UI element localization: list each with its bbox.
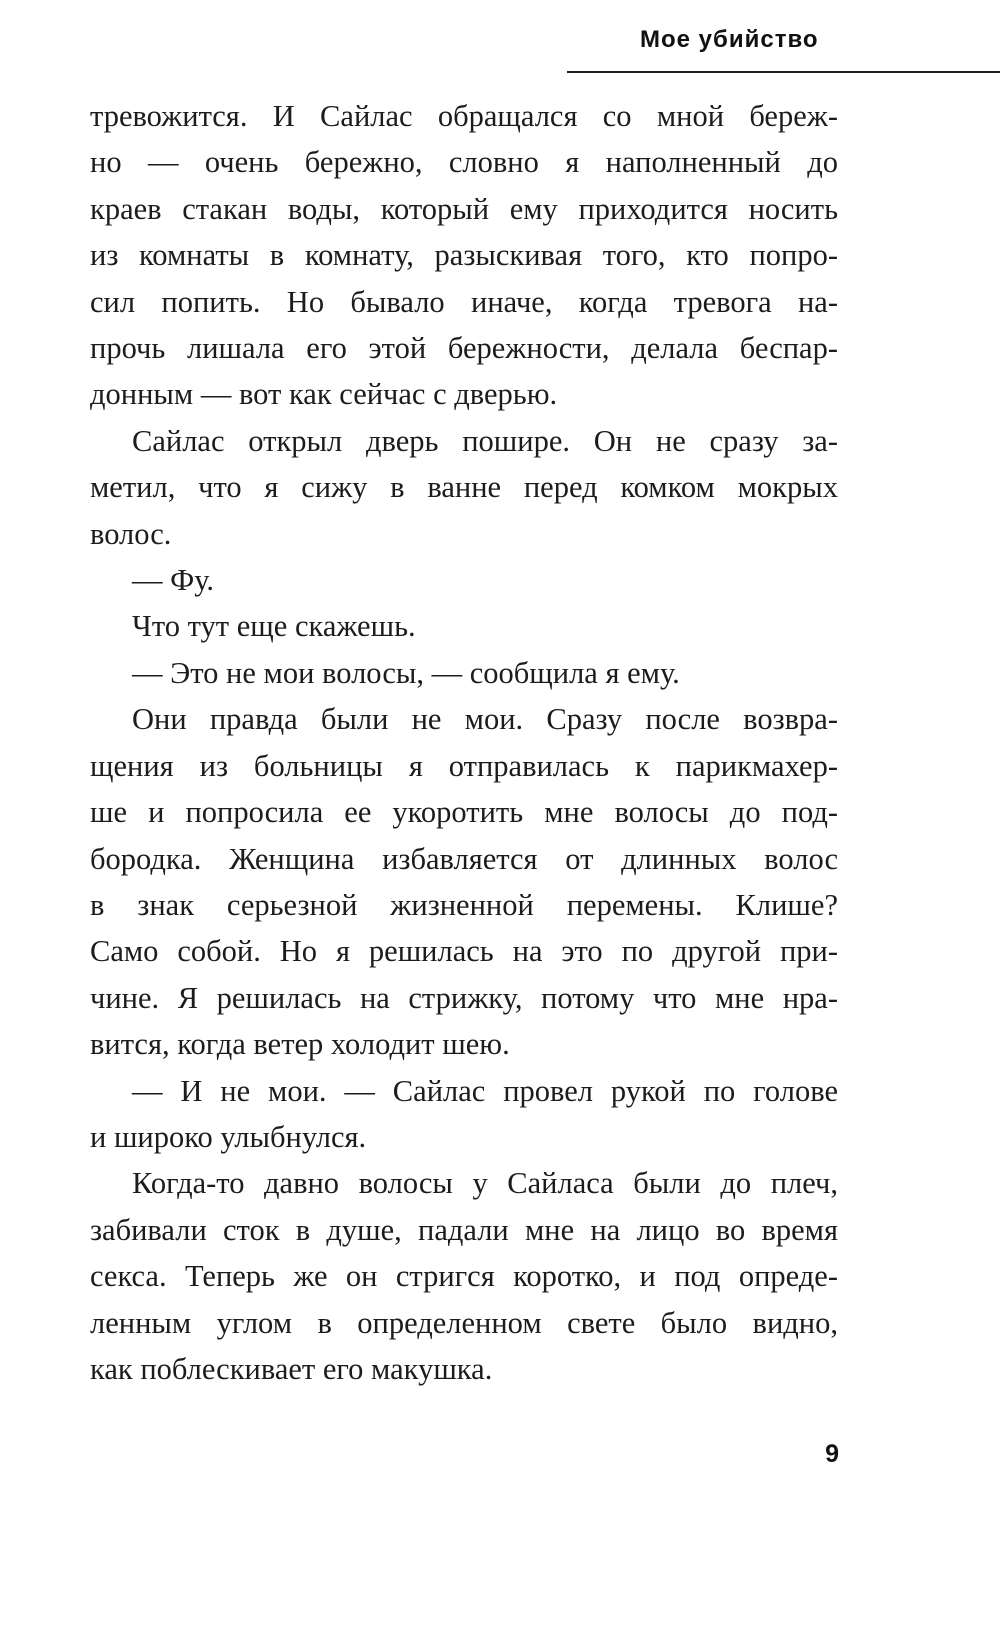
paragraph-2: [90, 418, 838, 557]
body-text: [90, 93, 838, 1392]
text-line: Что тут еще скажешь.: [132, 609, 416, 644]
text-line: тревожится. И Сайлас обращался со мной береж-: [90, 99, 838, 133]
text-line: Они правда были не мои. Сразу после возвра-: [132, 702, 838, 737]
text-line: — Фу.: [132, 563, 215, 598]
text-line: но — очень бережно, словно я наполненный до: [90, 145, 838, 180]
text-line: забивали сток в душе, падали мне на лицо во время: [90, 1212, 838, 1247]
text-line: как поблескивает его макушка.: [90, 1351, 493, 1386]
page-number: 9: [825, 1440, 839, 1468]
text-line: краев стакан воды, который ему приходится носить: [90, 191, 838, 226]
paragraph-3: [90, 557, 838, 603]
text-line: чине. Я решилась на стрижку, потому что мне нра-: [90, 980, 838, 1015]
text-line: ленным углом в определенном свете было видно,: [90, 1305, 838, 1340]
paragraph-7: [90, 1068, 838, 1161]
text-line: — И не мои. — Сайлас провел рукой по голове: [132, 1073, 838, 1108]
header-rule: [567, 71, 1000, 73]
text-line: донным — вот как сейчас с дверью.: [90, 377, 558, 412]
paragraph-8: [90, 1160, 838, 1392]
text-line: сил попить. Но бывало иначе, когда тревога на-: [90, 284, 838, 319]
text-line: прочь лишала его этой бережности, делала беспар-: [90, 331, 838, 366]
text-line: ше и попросила ее укоротить мне волосы до под-: [90, 795, 838, 830]
text-line: Когда-то давно волосы у Сайласа были до плеч,: [132, 1166, 838, 1201]
text-line: из комнаты в комнату, разыскивая того, кто попро-: [90, 238, 838, 273]
text-line: Сайлас открыл дверь пошире. Он не сразу за-: [132, 423, 838, 458]
text-line: секса. Теперь же он стригся коротко, и под опреде-: [90, 1259, 838, 1294]
text-line: вится, когда ветер холодит шею.: [90, 1027, 510, 1062]
text-line: — Это не мои волосы, — сообщила я ему.: [132, 655, 680, 690]
text-line: метил, что я сижу в ванне перед комком мокрых: [90, 470, 838, 505]
text-line: Само собой. Но я решилась на это по другой при-: [90, 934, 838, 969]
paragraph-5: [90, 650, 838, 696]
text-line: щения из больницы я отправилась к парикмахер-: [90, 748, 838, 783]
text-line: бородка. Женщина избавляется от длинных волос: [90, 841, 838, 876]
text-line: в знак серьезной жизненной перемены. Клише?: [90, 887, 838, 922]
paragraph-1: [90, 93, 838, 418]
paragraph-6: [90, 696, 838, 1067]
running-title: Мое убийство: [640, 26, 819, 53]
text-line: волос.: [90, 516, 172, 551]
paragraph-4: [90, 603, 838, 649]
text-line: и широко улыбнулся.: [90, 1119, 367, 1154]
